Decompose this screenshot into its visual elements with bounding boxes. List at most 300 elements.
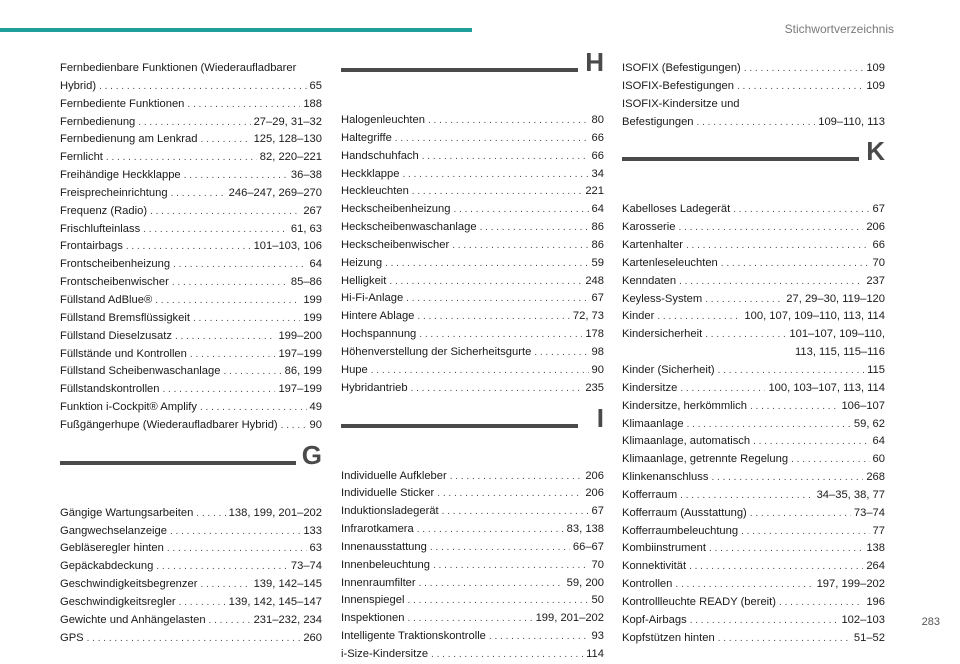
index-entry-pages: 82, 220–221 [259, 151, 322, 164]
index-entry-pages: 67 [591, 505, 604, 518]
index-entry-label: Innenausstattung [341, 540, 427, 553]
dot-leader [680, 380, 765, 398]
index-entry-pages: 100, 103–107, 113, 114 [768, 381, 885, 394]
index-entry-pages: 85–86 [290, 276, 322, 289]
index-entry-label: Kabelloses Ladegerät [622, 203, 731, 216]
index-entry-label: Gebläseregler hinten [60, 542, 164, 555]
index-entry [622, 433, 885, 451]
dot-leader [419, 326, 582, 344]
index-entry [60, 274, 322, 292]
dot-leader [791, 451, 869, 469]
index-entry [622, 114, 885, 132]
index-entry [341, 592, 604, 610]
index-entry-pages: 115 [867, 363, 885, 376]
section-rule [341, 68, 578, 72]
dot-leader [450, 468, 583, 486]
index-entry-pages: 66 [872, 239, 885, 252]
index-entry-pages: 90 [591, 363, 604, 376]
index-entry-pages: 64 [872, 435, 885, 448]
index-entry-label: i-Size-Kindersitze [341, 647, 429, 660]
index-entry-pages: 86 [591, 221, 604, 234]
index-entry-label: Kindersitze [622, 381, 678, 394]
index-entry [341, 148, 604, 166]
index-entry-pages: 231–232, 234 [253, 613, 322, 626]
entry-list-h [341, 112, 604, 398]
index-entry [622, 505, 885, 523]
index-entry [341, 503, 604, 521]
dot-leader [106, 149, 257, 167]
index-entry-label: Funktion i-Cockpit® Amplify [60, 401, 197, 414]
dot-leader [452, 237, 588, 255]
dot-leader [200, 131, 250, 149]
dot-leader [453, 201, 588, 219]
index-entry-pages: 260 [303, 631, 322, 644]
index-entry [60, 612, 322, 630]
index-column-3 [622, 60, 885, 647]
index-entry-pages: 197–199 [278, 347, 322, 360]
index-entry-label: Kofferraum [622, 488, 678, 501]
dot-leader [407, 610, 532, 628]
index-entry-pages: 138, 199, 201–202 [228, 506, 322, 519]
dot-leader [170, 523, 300, 541]
dot-leader [172, 274, 288, 292]
dot-leader [406, 290, 588, 308]
index-entry-label: Frontscheibenheizung [60, 258, 171, 271]
index-entry-label: Heckscheibenwischer [341, 238, 450, 251]
index-entry-pages: 98 [591, 345, 604, 358]
index-entry [60, 328, 322, 346]
index-entry-pages: 77 [872, 524, 885, 537]
index-entry-pages: 27, 29–30, 119–120 [786, 292, 885, 305]
index-entry-label: Innenspiegel [341, 594, 405, 607]
index-entry-pages: 221 [585, 185, 604, 198]
index-entry-label: Kindersitze, herkömmlich [622, 399, 747, 412]
section-header-i [341, 402, 604, 466]
index-entry-pages: 90 [309, 418, 322, 431]
index-entry-pages: 66–67 [572, 540, 604, 553]
index-column-1 [60, 60, 322, 647]
dot-leader [167, 540, 307, 558]
index-entry-pages: 64 [309, 258, 322, 271]
index-entry-pages: 235 [585, 381, 604, 394]
index-entry [60, 558, 322, 576]
index-entry-label: Kartenleseleuchten [622, 256, 718, 269]
index-entry [341, 237, 604, 255]
index-entry-pages: 36–38 [290, 169, 322, 182]
dot-leader [679, 273, 863, 291]
dot-leader [150, 203, 300, 221]
index-entry-pages: 199–200 [278, 329, 322, 342]
entry-list-i-continued [622, 60, 885, 131]
index-entry-label-line: ISOFIX-Kindersitze und [622, 97, 740, 110]
index-entry [622, 326, 885, 344]
index-entry-pages: 59, 62 [853, 417, 885, 430]
dot-leader [87, 630, 301, 648]
index-entry [341, 112, 604, 130]
index-entry [622, 78, 885, 96]
dot-leader [430, 539, 570, 557]
index-entry-label: Halogenleuchten [341, 114, 425, 126]
entry-list-i [341, 468, 604, 664]
index-entry-pages: 70 [591, 558, 604, 571]
index-entry-label: Füllstand AdBlue® [60, 293, 153, 306]
section-letter-i: I [596, 402, 604, 433]
index-entry-label: Kenndaten [622, 274, 677, 287]
index-entry-label: Kopf-Airbags [622, 613, 687, 626]
index-entry-label: Innenraumfilter [341, 576, 416, 589]
index-entry-label: Induktionsladegerät [341, 505, 439, 518]
dot-leader [489, 628, 589, 646]
index-entry [60, 96, 322, 114]
index-entry [622, 398, 885, 416]
index-entry-pages: 66 [591, 131, 604, 144]
dot-leader [163, 381, 276, 399]
index-entry-label: Kartenhalter [622, 239, 683, 252]
index-entry-label: Fußgängerhupe (Wiederaufladbarer Hybrid) [60, 418, 278, 431]
index-entry-pages: 133 [303, 524, 322, 537]
page-header-title: Stichwortverzeichnis [784, 22, 894, 36]
index-entry-pages: 67 [591, 292, 604, 305]
dot-leader [193, 310, 300, 328]
index-entry-pages: 73–74 [290, 560, 322, 573]
dot-leader [737, 78, 863, 96]
index-entry [60, 221, 322, 239]
index-entry-pages: 109–110, 113 [818, 115, 885, 128]
index-entry [60, 203, 322, 221]
index-entry-label: Freisprecheinrichtung [60, 186, 168, 199]
index-entry-label: Haltegriffe [341, 131, 392, 144]
dot-leader [705, 291, 783, 309]
index-entry-pages: 34 [591, 167, 604, 180]
dot-leader [718, 362, 865, 380]
index-entry-pages: 248 [585, 274, 604, 287]
index-entry-pages: 101–103, 106 [253, 240, 322, 253]
index-entry-label: Kindersicherheit [622, 328, 703, 341]
dot-leader [721, 255, 870, 273]
index-entry-label: Fernlicht [60, 151, 103, 164]
dot-leader [155, 292, 300, 310]
index-entry-pages: 199 [303, 293, 322, 306]
dot-leader [371, 362, 589, 380]
index-entry [60, 167, 322, 185]
index-entry [60, 363, 322, 381]
dot-leader [196, 505, 225, 523]
index-entry-pages: 93 [591, 630, 604, 643]
index-entry-pages: 197–199 [278, 383, 322, 396]
index-entry-label: Frontscheibenwischer [60, 276, 169, 289]
dot-leader [190, 346, 276, 364]
index-entry-pages: 100, 107, 109–110, 113, 114 [744, 310, 885, 323]
index-entry [622, 576, 885, 594]
index-entry-label: Hybridantrieb [341, 381, 408, 394]
entry-list-f [60, 60, 322, 435]
entry-list-k [622, 201, 885, 647]
index-entry-label: Individuelle Aufkleber [341, 469, 447, 482]
index-entry [622, 201, 885, 219]
header-accent-bar [0, 28, 472, 32]
index-entry [341, 290, 604, 308]
index-entry-pages: 64 [591, 203, 604, 216]
dot-leader [417, 308, 570, 326]
index-entry-label: Klinkenanschluss [622, 471, 709, 484]
index-entry-label: Kombiinstrument [622, 542, 706, 555]
index-entry [341, 521, 604, 539]
index-entry-pages: 125, 128–130 [253, 133, 322, 146]
index-entry-label: Kinder [622, 310, 655, 323]
index-entry [622, 469, 885, 487]
index-entry [60, 131, 322, 149]
index-entry-label: Heckklappe [341, 167, 400, 180]
dot-leader [143, 221, 288, 239]
index-entry-pages: 59 [591, 256, 604, 269]
index-entry-pages: 60 [872, 453, 885, 466]
dot-leader [184, 167, 288, 185]
index-entry [622, 630, 885, 648]
index-entry [60, 114, 322, 132]
dot-leader [690, 612, 839, 630]
index-entry-label: Hybrid) [60, 79, 97, 92]
index-entry [341, 628, 604, 646]
dot-leader [697, 114, 816, 132]
index-entry-label: GPS [60, 631, 84, 644]
index-entry-pages: 268 [866, 471, 885, 484]
index-entry-label: Individuelle Sticker [341, 487, 435, 500]
index-entry-label: Inspektionen [341, 612, 405, 625]
dot-leader [431, 646, 583, 664]
index-entry-pages: 49 [309, 401, 322, 414]
index-entry-label: Frischlufteinlass [60, 222, 141, 235]
index-entry-label: Füllstand Dieselzusatz [60, 329, 172, 342]
dot-leader [411, 380, 583, 398]
index-entry-pages: 72, 73 [572, 310, 604, 323]
dot-leader [433, 557, 589, 575]
index-entry [622, 612, 885, 630]
index-entry-label: Hupe [341, 363, 368, 376]
dot-leader [385, 255, 589, 273]
index-entry-pages: 237 [866, 274, 885, 287]
index-entry [341, 326, 604, 344]
index-entry [60, 523, 322, 541]
dot-leader [223, 363, 281, 381]
index-entry [341, 380, 604, 398]
dot-leader [779, 594, 863, 612]
index-entry [341, 557, 604, 575]
dot-leader [753, 433, 869, 451]
index-entry-label: Befestigungen [622, 115, 694, 128]
index-entry-label: Gewichte und Anhängelasten [60, 613, 206, 626]
index-entry [622, 380, 885, 398]
index-entry-label: Kinder (Sicherheit) [622, 363, 715, 376]
index-entry-label-line: Fernbedienbare Funktionen (Wiederaufladbarer [60, 62, 297, 74]
index-entry-pages: 102–103 [841, 613, 885, 626]
index-entry [60, 149, 322, 167]
index-entry [622, 523, 885, 541]
index-entry-label: Kofferraumbeleuchtung [622, 524, 739, 537]
dot-leader [534, 344, 588, 362]
index-entry [622, 362, 885, 380]
index-entry [341, 646, 604, 664]
index-entry-pages: 70 [872, 256, 885, 269]
index-entry-label: Kontrollleuchte READY (bereit) [622, 595, 777, 608]
index-entry [341, 166, 604, 184]
index-entry-label: Heckleuchten [341, 185, 409, 198]
index-entry-pages: 101–107, 109–110, [789, 328, 885, 341]
index-entry-pages-continued: 113, 115, 115–116 [795, 346, 885, 359]
section-rule [622, 157, 859, 161]
dot-leader [442, 503, 589, 521]
dot-leader [179, 594, 226, 612]
index-entry-pages: 86, 199 [284, 365, 322, 378]
index-entry-label: Höhenverstellung der Sicherheitsgurte [341, 345, 532, 358]
index-entry-pages: 188 [303, 97, 322, 110]
index-entry-label: Heizung [341, 256, 383, 269]
index-entry-pages: 67 [872, 203, 885, 216]
index-entry [60, 505, 322, 523]
index-entry-label: Klimaanlage [622, 417, 684, 430]
dot-leader [402, 166, 588, 184]
dot-leader [422, 148, 589, 166]
index-entry-pages: 34–35, 38, 77 [816, 488, 885, 501]
index-entry-label: Klimaanlage, automatisch [622, 435, 751, 448]
index-entry [341, 610, 604, 628]
index-entry-pages: 196 [866, 595, 885, 608]
index-entry [622, 416, 885, 434]
index-entry [60, 238, 322, 256]
dot-leader [750, 505, 851, 523]
index-entry [60, 399, 322, 417]
dot-leader [395, 130, 589, 148]
index-entry [60, 540, 322, 558]
index-entry-label: Fernbedienung am Lenkrad [60, 133, 198, 146]
dot-leader [428, 112, 589, 130]
section-header-k [622, 136, 885, 199]
index-entry [60, 630, 322, 648]
dot-leader [209, 612, 251, 630]
index-entry-pages: 73–74 [853, 506, 885, 519]
index-entry-label: Kontrollen [622, 578, 673, 591]
dot-leader [200, 576, 250, 594]
index-entry-pages: 246–247, 269–270 [228, 186, 322, 199]
index-entry [622, 540, 885, 558]
dot-leader [175, 328, 276, 346]
index-entry-pages: 61, 63 [290, 222, 322, 235]
index-entry-pages: 139, 142, 145–147 [228, 595, 322, 608]
index-entry-pages: 206 [585, 487, 604, 500]
index-entry [60, 576, 322, 594]
index-entry [341, 539, 604, 557]
index-entry-label: Karosserie [622, 221, 676, 234]
index-entry [341, 183, 604, 201]
index-entry [60, 346, 322, 364]
index-entry-pages: 114 [586, 647, 604, 660]
dot-leader [187, 96, 300, 114]
index-entry [622, 308, 885, 326]
index-entry-label: Freihändige Heckklappe [60, 169, 181, 182]
index-entry [341, 219, 604, 237]
index-entry [622, 60, 885, 78]
index-entry-pages: 139, 142–145 [253, 578, 322, 591]
dot-leader [389, 273, 582, 291]
index-entry-label: Füllstand Scheibenwaschanlage [60, 365, 221, 378]
index-entry-label: Konnektivität [622, 560, 687, 573]
index-entry-pages: 50 [591, 594, 604, 607]
dot-leader [678, 219, 863, 237]
index-entry [60, 594, 322, 612]
index-entry-label: Keyless-System [622, 292, 703, 305]
dot-leader [126, 238, 251, 256]
index-entry-label: Gangwechselanzeige [60, 524, 167, 537]
dot-leader [744, 60, 864, 78]
index-entry-label: Heckscheibenwaschanlage [341, 221, 477, 234]
index-entry-label: Füllstandskontrollen [60, 383, 160, 396]
index-entry-label: Heckscheibenheizung [341, 203, 451, 216]
index-entry [341, 575, 604, 593]
index-entry-pages: 63 [309, 542, 322, 555]
index-entry [60, 310, 322, 328]
index-entry-pages: 199 [303, 311, 322, 324]
dot-leader [437, 485, 582, 503]
index-entry-label: Fernbedienung [60, 115, 136, 128]
dot-leader [680, 487, 813, 505]
dot-leader [686, 237, 870, 255]
index-entry [60, 381, 322, 399]
dot-leader [705, 326, 786, 344]
dot-leader [407, 592, 588, 610]
index-entry [622, 237, 885, 255]
index-entry-pages: 206 [585, 469, 604, 482]
dot-leader [741, 523, 869, 541]
index-entry-pages: 109 [866, 79, 885, 92]
index-entry-label: Hochspannung [341, 328, 417, 341]
index-entry [622, 273, 885, 291]
section-header-h [341, 47, 604, 110]
index-entry-pages: 86 [591, 238, 604, 251]
index-entry-label: Hi-Fi-Anlage [341, 292, 404, 305]
index-entry [622, 255, 885, 273]
dot-leader [412, 183, 583, 201]
index-entry-label: Frontairbags [60, 240, 123, 253]
index-entry-label: Füllstände und Kontrollen [60, 347, 187, 360]
index-entry-label: Kofferraum (Ausstattung) [622, 506, 747, 519]
index-entry [60, 417, 322, 435]
index-entry [622, 219, 885, 237]
dot-leader [281, 417, 307, 435]
index-entry-label: Klimaanlage, getrennte Regelung [622, 453, 789, 466]
index-entry [341, 362, 604, 380]
index-entry-pages: 206 [866, 221, 885, 234]
index-entry-label: Hintere Ablage [341, 310, 415, 323]
page-number: 283 [921, 616, 940, 628]
index-entry-label: Gängige Wartungsarbeiten [60, 506, 194, 519]
section-rule [341, 424, 578, 428]
dot-leader [657, 308, 741, 326]
dot-leader [200, 399, 307, 417]
index-entry-label: Kopfstützen hinten [622, 631, 715, 644]
section-header-g [60, 439, 322, 503]
index-entry-label: Gepäckabdeckung [60, 560, 154, 573]
index-entry-label: Infrarotkamera [341, 523, 414, 536]
index-entry-pages: 109 [866, 62, 885, 74]
index-entry [60, 78, 322, 96]
index-entry-label: Geschwindigkeitsregler [60, 595, 176, 608]
index-entry-pages: 59, 200 [566, 576, 604, 589]
dot-leader [689, 558, 863, 576]
index-entry-pages: 138 [866, 542, 885, 555]
index-entry-pages: 51–52 [853, 631, 885, 644]
index-entry [60, 292, 322, 310]
dot-leader [718, 630, 851, 648]
index-entry [341, 130, 604, 148]
